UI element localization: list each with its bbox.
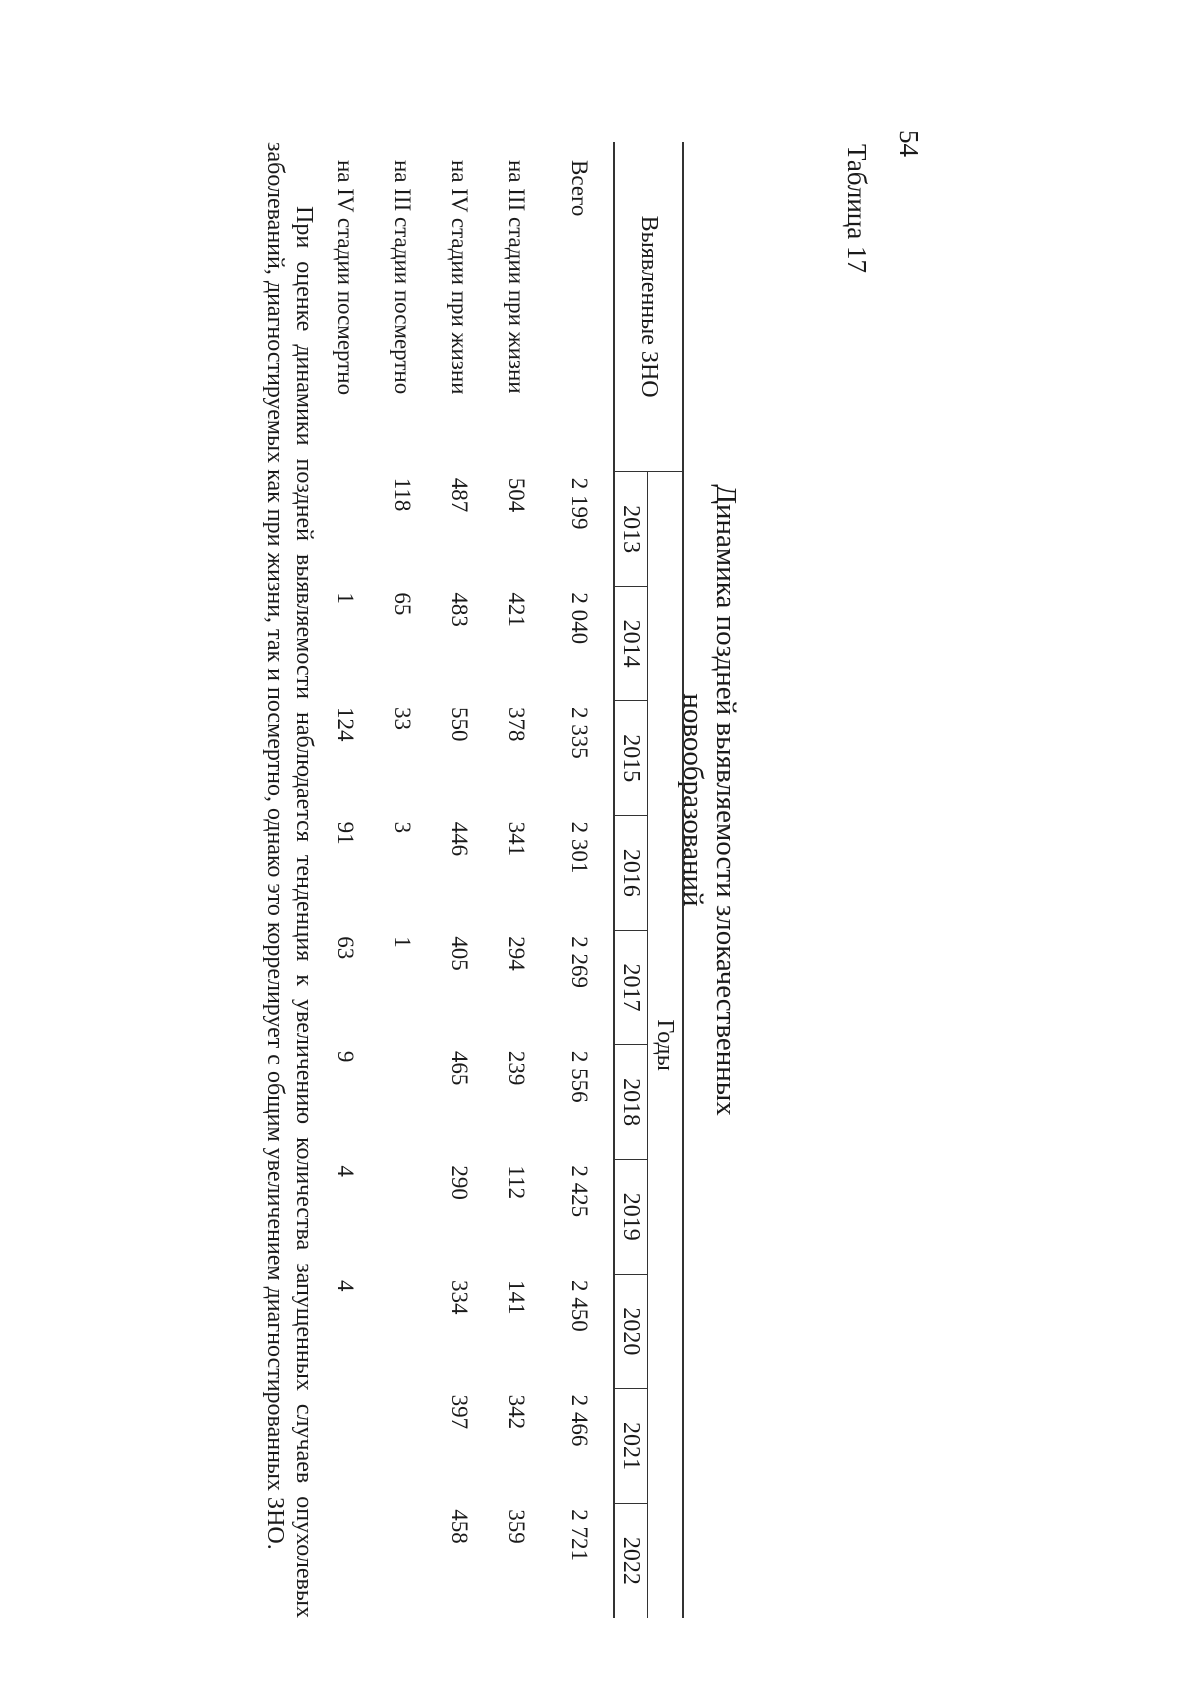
year-header-2014: 2014 [614, 586, 648, 701]
paragraph-text: При оценке динамики поздней выявляемости наблюдается тенденция к увеличению количества запущенных случаев опухолевых заболеваний, диагностируемых как при жизни, так и посмертно, однако это коррелирует с общим увеличением диагностированных ЗНО. [262, 142, 317, 1618]
table-row [488, 142, 545, 1618]
table-cell: 2 425 [567, 1165, 592, 1218]
table-cell: 2 556 [567, 1050, 592, 1103]
table-cell [374, 1274, 431, 1389]
table-cell [374, 1389, 431, 1504]
table-cell: 2 199 [567, 477, 592, 530]
table-cell: 33 [390, 706, 416, 730]
table-cell: 341 [504, 821, 530, 857]
row-label: на IV стадии при жизни [447, 160, 473, 395]
table-cell: 397 [447, 1394, 473, 1430]
row-label: на IV стадии посмертно [333, 160, 359, 396]
row-header-cell: Выявленные ЗНО [614, 142, 683, 472]
row-label: на III стадии посмертно [390, 160, 416, 395]
year-header-2021: 2021 [614, 1389, 648, 1504]
table-cell: 63 [333, 936, 359, 960]
table-cell: 483 [447, 592, 473, 627]
table-cell: 378 [504, 706, 530, 742]
late-detection-table [317, 142, 684, 1618]
table-cell [317, 1503, 374, 1618]
table-cell: 359 [504, 1509, 530, 1544]
table-cell: 1 [390, 936, 416, 948]
table-cell: 2 466 [567, 1394, 592, 1447]
table-cell: 239 [504, 1050, 530, 1086]
table-cell [317, 1389, 374, 1504]
year-header-2020: 2020 [614, 1274, 648, 1389]
table-cell: 465 [447, 1050, 473, 1086]
page-number: 54 [894, 130, 924, 157]
table-cell: 141 [504, 1280, 530, 1315]
table-row [374, 142, 431, 1618]
table-cell: 1 [333, 592, 359, 604]
table-cell: 487 [447, 477, 473, 513]
table-cell: 446 [447, 821, 473, 857]
year-header-2019: 2019 [614, 1159, 648, 1274]
table-cell: 550 [447, 706, 473, 742]
year-header-2017: 2017 [614, 930, 648, 1045]
table-cell: 4 [333, 1165, 359, 1177]
table-caption: Таблица 17 [842, 144, 872, 273]
table-cell: 124 [333, 706, 359, 742]
table-cell [374, 1159, 431, 1274]
table-cell [374, 1503, 431, 1618]
table-cell: 334 [447, 1280, 473, 1315]
table-cell: 91 [333, 821, 359, 845]
table-cell: 2 335 [567, 706, 592, 759]
years-group-header: Годы [648, 472, 684, 1618]
table-cell: 9 [333, 1050, 359, 1063]
table-cell: 4 [333, 1280, 359, 1292]
table-cell: 504 [504, 477, 530, 513]
year-header-2015: 2015 [614, 701, 648, 816]
table-cell: 112 [504, 1165, 530, 1200]
table-cell: 2 301 [567, 821, 592, 874]
table-cell: 294 [504, 936, 530, 971]
table-cell: 290 [447, 1165, 473, 1200]
table-cell: 2 269 [567, 936, 592, 988]
year-header-2016: 2016 [614, 816, 648, 931]
table-row [317, 142, 374, 1618]
table-cell: 3 [390, 821, 416, 834]
table-cell: 2 450 [567, 1280, 592, 1332]
row-label: на III стадии при жизни [504, 160, 530, 394]
rotated-page-content [222, 130, 924, 1620]
table-row [431, 142, 488, 1618]
body-paragraph [260, 142, 318, 1618]
table-cell: 65 [390, 592, 416, 616]
row-label: Всего [567, 160, 592, 217]
table-cell: 421 [504, 592, 530, 627]
table-cell [374, 1045, 431, 1160]
table-cell: 2 721 [567, 1509, 592, 1561]
year-header-2013: 2013 [614, 472, 648, 587]
table-cell: 342 [504, 1394, 530, 1430]
year-header-2018: 2018 [614, 1045, 648, 1160]
table-row [545, 142, 614, 1618]
table-cell: 458 [447, 1509, 473, 1544]
year-header-2022: 2022 [614, 1503, 648, 1618]
table-cell: 405 [447, 936, 473, 971]
table-title: Динамика поздней выявляемости злокачественных новообразований [677, 484, 742, 1116]
table-cell: 2 040 [567, 592, 592, 645]
table-body [317, 142, 614, 1618]
table-cell [317, 472, 374, 587]
table-cell: 118 [390, 477, 416, 512]
